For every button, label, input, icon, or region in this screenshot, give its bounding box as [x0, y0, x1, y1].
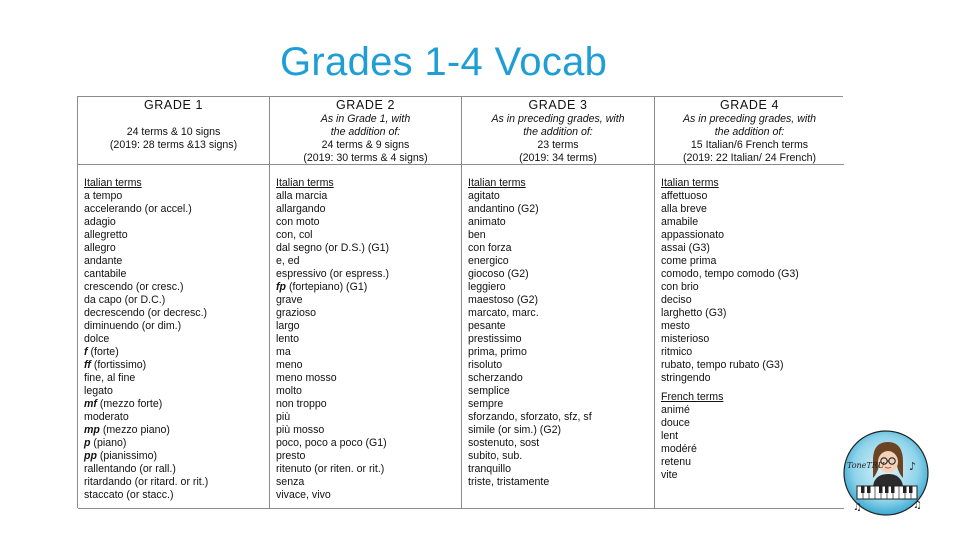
dynamic-symbol: fp — [276, 281, 286, 293]
grade-heading: GRADE 2 — [335, 98, 396, 112]
vocab-term: andante — [84, 255, 123, 267]
vocab-term: molto — [276, 385, 302, 397]
vocab-term: fp (fortepiano) (G1) — [276, 281, 368, 293]
dynamic-symbol: p — [84, 437, 91, 449]
vocab-term: più mosso — [276, 424, 325, 436]
vocab-term: deciso — [661, 294, 692, 306]
vocab-term: prima, primo — [468, 346, 527, 358]
teacher-logo — [843, 430, 929, 516]
grade-term-count: (2019: 34 terms) — [519, 152, 597, 164]
vocab-term: retenu — [661, 456, 692, 468]
vocab-term: mesto — [661, 320, 690, 332]
vocab-term: come prima — [661, 255, 717, 267]
grade-heading: GRADE 3 — [528, 98, 588, 112]
vocab-term: modéré — [661, 443, 697, 455]
vocab-term: lent — [661, 430, 679, 442]
vocab-term: meno — [276, 359, 303, 371]
vocab-term: agitato — [468, 190, 500, 202]
vocab-term: risoluto — [468, 359, 503, 371]
vocab-term: e, ed — [276, 255, 300, 267]
vocab-term: triste, tristamente — [468, 476, 550, 488]
vocab-table — [77, 96, 843, 508]
vocab-term: non troppo — [276, 398, 327, 410]
vocab-term: appassionato — [661, 229, 725, 241]
vocab-term: più — [276, 411, 291, 423]
vocab-term: con brio — [661, 281, 699, 293]
vocab-term: crescendo (or cresc.) — [84, 281, 184, 293]
grade-subtitle: As in preceding grades, with — [682, 113, 817, 125]
svg-text:♫: ♫ — [853, 502, 862, 513]
vocab-term: tranquillo — [468, 463, 511, 475]
vocab-term: prestissimo — [468, 333, 522, 345]
section-heading: Italian terms — [276, 177, 334, 189]
vocab-term: moderato — [84, 411, 129, 423]
slide-title: Grades 1-4 Vocab — [280, 40, 608, 84]
grade-subtitle: the addition of: — [714, 126, 785, 138]
vocab-term: allegretto — [84, 229, 128, 241]
grade-1-terms — [78, 165, 270, 509]
vocab-term: allegro — [84, 242, 116, 254]
vocab-term: da capo (or D.C.) — [84, 294, 166, 306]
teacher-at-piano-icon — [843, 430, 929, 516]
vocab-term: pp (pianissimo) — [84, 450, 157, 462]
vocab-term: adagio — [84, 216, 116, 228]
grade-subtitle: the addition of: — [330, 126, 401, 138]
vocab-term: con, col — [276, 229, 313, 241]
grade-subtitle: the addition of: — [523, 126, 593, 138]
grade-2-terms — [270, 165, 462, 509]
section-heading: Italian terms — [468, 177, 526, 189]
grade-term-count: 24 terms & 9 signs — [321, 139, 410, 151]
section-heading: Italian terms — [661, 177, 719, 189]
vocab-term: mp (mezzo piano) — [84, 424, 170, 436]
vocab-term: allargando — [276, 203, 326, 215]
vocab-term: marcato, marc. — [468, 307, 539, 319]
grade-subtitle: As in Grade 1, with — [320, 113, 411, 125]
vocab-term: ritmico — [661, 346, 693, 358]
vocab-term: fine, al fine — [84, 372, 136, 384]
vocab-term: p (piano) — [84, 437, 127, 449]
vocab-term: dal segno (or D.S.) (G1) — [276, 242, 390, 254]
vocab-term: cantabile — [84, 268, 127, 280]
grade-1-header — [78, 97, 270, 165]
vocab-term: grazioso — [276, 307, 317, 319]
dynamic-symbol: f — [84, 346, 88, 358]
vocab-term: sforzando, sforzato, sfz, sf — [468, 411, 592, 423]
vocab-term: scherzando — [468, 372, 523, 384]
dynamic-symbol: mf — [84, 398, 97, 410]
vocab-term: semplice — [468, 385, 510, 397]
vocab-term: accelerando (or accel.) — [84, 203, 192, 215]
vocab-term: ritardando (or ritard. or rit.) — [84, 476, 209, 488]
vocab-term: maestoso (G2) — [468, 294, 539, 306]
svg-text:♫: ♫ — [913, 500, 922, 511]
vocab-term: ben — [468, 229, 486, 241]
svg-text:ToneTRU: ToneTRU — [847, 461, 885, 470]
vocab-term: douce — [661, 417, 690, 429]
grade-term-count: (2019: 30 terms & 4 signs) — [303, 152, 428, 164]
vocab-term: diminuendo (or dim.) — [84, 320, 182, 332]
vocab-term: presto — [276, 450, 306, 462]
vocab-term: comodo, tempo comodo (G3) — [661, 268, 799, 280]
grade-2-header — [270, 97, 462, 165]
vocab-term: espressivo (or espress.) — [276, 268, 390, 280]
vocab-term: decrescendo (or decresc.) — [84, 307, 208, 319]
vocab-term: rubato, tempo rubato (G3) — [661, 359, 784, 371]
vocab-term: subito, sub. — [468, 450, 523, 462]
vocab-term: leggiero — [468, 281, 506, 293]
vocab-term: misterioso — [661, 333, 710, 345]
vocab-term: con moto — [276, 216, 320, 228]
vocab-term: giocoso (G2) — [468, 268, 529, 280]
vocab-term: dolce — [84, 333, 110, 345]
vocab-term: affettuoso — [661, 190, 708, 202]
vocab-term: sostenuto, sost — [468, 437, 540, 449]
vocab-term: poco, poco a poco (G1) — [276, 437, 387, 449]
vocab-term: meno mosso — [276, 372, 337, 384]
vocab-term: ma — [276, 346, 291, 358]
grade-term-count: 23 terms — [537, 139, 579, 151]
grade-heading: GRADE 4 — [719, 98, 780, 112]
vocab-term: energico — [468, 255, 509, 267]
grade-term-count: 24 terms & 10 signs — [126, 126, 221, 138]
header-spacer — [78, 113, 269, 126]
dynamic-symbol: mp — [84, 424, 100, 436]
dynamic-symbol: pp — [84, 450, 97, 462]
vocab-term: con forza — [468, 242, 512, 254]
vocab-term: f (forte) — [84, 346, 119, 358]
vocab-term: legato — [84, 385, 113, 397]
vocab-term: animé — [661, 404, 690, 416]
grade-4-terms — [655, 165, 844, 509]
vocab-term: stringendo — [661, 372, 711, 384]
vocab-term: andantino (G2) — [468, 203, 539, 215]
vocab-term: simile (or sim.) (G2) — [468, 424, 561, 436]
vocab-term: amabile — [661, 216, 699, 228]
vocab-term: largo — [276, 320, 300, 332]
grade-heading: GRADE 1 — [143, 98, 204, 112]
vocab-term: animato — [468, 216, 506, 228]
grade-term-count: (2019: 22 Italian/ 24 French) — [682, 152, 817, 164]
vocab-term: alla marcia — [276, 190, 328, 202]
grade-term-count: 15 Italian/6 French terms — [690, 139, 809, 151]
grade-4-header — [655, 97, 844, 165]
vocab-term: vivace, vivo — [276, 489, 331, 501]
vocab-term: a tempo — [84, 190, 123, 202]
dynamic-symbol: ff — [84, 359, 91, 371]
vocab-term: senza — [276, 476, 305, 488]
vocab-term: mf (mezzo forte) — [84, 398, 163, 410]
grade-3-terms — [462, 165, 655, 509]
section-heading: Italian terms — [84, 177, 142, 189]
vocab-term: assai (G3) — [661, 242, 710, 254]
vocab-term: grave — [276, 294, 303, 306]
section-heading: French terms — [661, 391, 724, 403]
grade-subtitle: As in preceding grades, with — [491, 113, 625, 125]
vocab-term: sempre — [468, 398, 504, 410]
vocab-term: larghetto (G3) — [661, 307, 727, 319]
svg-text:♪: ♪ — [909, 460, 917, 473]
grade-term-count: (2019: 28 terms &13 signs) — [109, 139, 238, 151]
vocab-term: staccato (or stacc.) — [84, 489, 174, 501]
vocab-term: alla breve — [661, 203, 707, 215]
vocab-term: rallentando (or rall.) — [84, 463, 176, 475]
vocab-term: pesante — [468, 320, 506, 332]
vocab-term: ff (fortissimo) — [84, 359, 147, 371]
vocab-term: vite — [661, 469, 678, 481]
vocab-term: lento — [276, 333, 299, 345]
grade-3-header — [462, 97, 655, 165]
vocab-term: ritenuto (or riten. or rit.) — [276, 463, 385, 475]
